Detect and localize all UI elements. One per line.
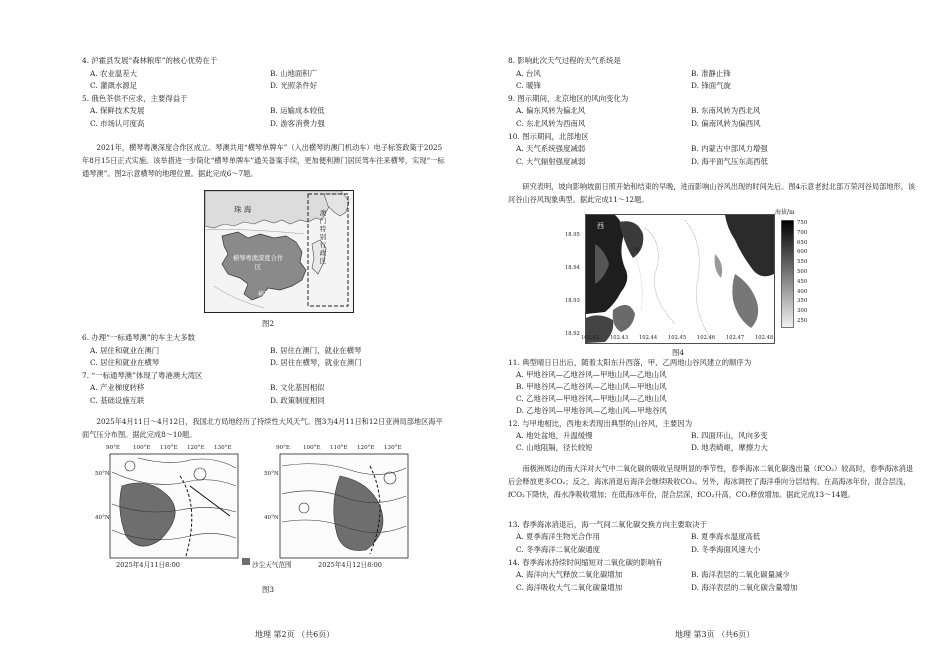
- q11-stem: 11. 典型晴日日出后，随着太阳东升西落，甲、乙两地山谷风建立的顺序为: [508, 358, 752, 367]
- fig2-label-hengqin-island: 横琴岛: [258, 291, 277, 298]
- fig3-lat-tick-right: 40°N: [264, 515, 279, 521]
- q6-option-c[interactable]: C. 居住和就业在横琴: [90, 358, 160, 367]
- fig4-x-tick: 102.42: [581, 335, 600, 341]
- fig3-lat-tick-left: 50°N: [95, 471, 110, 477]
- q10-option-d[interactable]: D. 海平面气压东高西低: [691, 157, 768, 166]
- q4-option-c[interactable]: C. 灌溉水源足: [90, 81, 138, 90]
- q9-stem: 9. 图示期间，北京地区的风向变化为: [508, 94, 629, 103]
- q13-option-a[interactable]: A. 夏季海洋生物光合作用: [516, 532, 600, 541]
- fig4-colorbar-tick: 700: [797, 229, 808, 236]
- fig4-colorbar-tick: 250: [797, 318, 808, 324]
- fig4-y-tick: 18.93: [565, 298, 580, 304]
- q14-stem: 14. 春季海冰持续时间缩短对二氧化碳的影响有: [508, 558, 663, 567]
- q5-stem: 5. 俄色茶供不应求，主要得益于: [82, 94, 188, 103]
- fig2-label-macau: 澳门特别行政区: [319, 210, 327, 265]
- q7-option-d[interactable]: D. 政策制度相同: [270, 396, 325, 405]
- fig3-lon-tick-right: 130°E: [384, 445, 402, 451]
- q8-option-d[interactable]: D. 锋面气旋: [691, 81, 731, 90]
- q4-option-b[interactable]: B. 山地面积广: [270, 69, 318, 78]
- fig4-x-tick: 102.47: [726, 335, 745, 341]
- q11-option-c[interactable]: C. 乙地谷风—甲地谷风—甲地山风—乙地山风: [516, 394, 667, 403]
- fig4-colorbar-tick: 500: [797, 269, 808, 275]
- q5-option-a[interactable]: A. 保鲜技术发展: [90, 106, 145, 115]
- fig4-caption: 图4: [672, 348, 685, 357]
- fig3-lon-tick-left: 90°E: [106, 445, 120, 451]
- fig4-colorbar-tick: 600: [797, 249, 808, 256]
- fig3-caption: 图3: [262, 585, 275, 594]
- q11-option-a[interactable]: A. 甲地谷风—乙地谷风—甲地山风—乙地山风: [516, 370, 667, 379]
- q11-option-b[interactable]: B. 甲地谷风—乙地谷风—乙地山风—甲地山风: [516, 382, 667, 391]
- fig4-colorbar-tick: 450: [797, 278, 808, 285]
- q10-stem: 10. 图示期间，北部地区: [508, 132, 589, 141]
- q12-option-a[interactable]: A. 地处盆地，升温缓慢: [516, 431, 593, 440]
- q5-option-c[interactable]: C. 市场认可度高: [90, 119, 145, 128]
- q4-stem: 4. 沪霍县发展“森林粮库”的核心优势在于: [82, 56, 218, 65]
- q14-option-c[interactable]: C. 海洋吸收大气二氧化碳量增加: [516, 583, 623, 592]
- figure-3-pressure-maps: [90, 446, 450, 570]
- fig4-colorbar-tick: 350: [797, 298, 808, 305]
- fig3-legend-label: 沙尘天气范围: [252, 561, 292, 569]
- q13-option-d[interactable]: D. 冬季海面风速大小: [691, 545, 761, 554]
- fig4-x-tick: 102.43: [610, 335, 629, 341]
- fig4-label-west: 西: [597, 222, 604, 230]
- fig4-colorbar-tick: 750: [797, 220, 808, 226]
- fig4-y-tick: 18.92: [565, 331, 580, 337]
- fig3-date-left: 2025年4月11日8:00: [116, 561, 180, 569]
- q6-option-d[interactable]: D. 居住在横琴，就业在澳门: [270, 358, 362, 367]
- q14-option-b[interactable]: B. 海洋表层的二氧化碳量减少: [691, 570, 790, 579]
- fig3-lon-tick-right: 100°E: [303, 445, 321, 451]
- q6-stem: 6. 办理“一标通琴澳”的车主大多数: [82, 333, 196, 342]
- fig3-lon-tick-left: 130°E: [214, 445, 232, 451]
- q4-option-d[interactable]: D. 光照条件好: [270, 81, 318, 90]
- passage-dust: 2025年4月11日～4月12日，我国北方局地经历了持续性大风天气。图3为4月11日和12日亚洲局部地区海平面气压分布图。据此完成8～10题。: [82, 417, 443, 439]
- fig3-legend-swatch: [242, 558, 250, 565]
- fig4-x-tick: 102.45: [668, 335, 687, 341]
- fig4-colorbar: [781, 220, 795, 328]
- q10-option-a[interactable]: A. 天气系统强度减弱: [516, 144, 586, 153]
- fig3-lon-tick-right: 120°E: [357, 445, 375, 451]
- q14-option-a[interactable]: A. 海洋向大气释放二氧化碳增加: [516, 570, 623, 579]
- fig4-colorbar-tick: 650: [797, 239, 808, 246]
- fig4-y-tick: 18.95: [565, 232, 580, 238]
- fig4-y-tick: 18.94: [565, 265, 580, 271]
- fig4-x-tick: 102.44: [639, 335, 658, 341]
- fig4-colorbar-tick: 550: [797, 259, 808, 266]
- fig3-lon-tick-right: 90°E: [276, 445, 290, 451]
- fig3-date-right: 2025年4月12日8:00: [318, 561, 382, 569]
- q12-stem: 12. 与甲地相比，西地未表现出典型的山谷风，主要因为: [508, 419, 693, 428]
- fig4-x-tick: 102.48: [755, 335, 774, 341]
- q10-option-b[interactable]: B. 内蒙古中部风力增强: [691, 144, 768, 153]
- fig3-lat-tick-left: 40°N: [95, 515, 110, 521]
- fig2-label-zhuhai: 珠 海: [234, 205, 252, 214]
- q6-option-b[interactable]: B. 居住在澳门，就业在横琴: [270, 346, 362, 355]
- right-page: [475, 0, 950, 672]
- q9-option-b[interactable]: B. 东南风转为西北风: [691, 106, 761, 115]
- fig3-lon-tick-left: 120°E: [187, 445, 205, 451]
- fig3-lon-tick-left: 100°E: [133, 445, 151, 451]
- q5-option-d[interactable]: D. 游客消费力强: [270, 119, 325, 128]
- q5-option-b[interactable]: B. 运输成本较低: [270, 106, 325, 115]
- q9-option-a[interactable]: A. 偏东风转为偏北风: [516, 106, 586, 115]
- q7-stem: 7. “一标通琴澳”体现了粤港澳大湾区: [82, 371, 203, 380]
- figure-2-map: [204, 190, 354, 313]
- fig4-label-yi: 乙: [735, 258, 742, 266]
- left-footer: 地理 第2页 （共6页）: [255, 630, 335, 639]
- fig2-caption: 图2: [262, 319, 275, 328]
- q8-stem: 8. 影响此次天气过程的天气系统是: [508, 56, 621, 65]
- q9-option-c[interactable]: C. 东北风转为西南风: [516, 119, 586, 128]
- q11-option-d[interactable]: D. 乙地谷风—甲地谷风—乙地山风—甲地谷风: [516, 406, 667, 415]
- q8-option-a[interactable]: A. 台风: [516, 69, 541, 78]
- q7-option-a[interactable]: A. 产业梯度转移: [90, 383, 145, 392]
- fig3-map-right: [280, 454, 408, 558]
- q9-option-d[interactable]: D. 偏南风转为偏西风: [691, 119, 761, 128]
- q13-stem: 13. 春季海冰消退后，海一气间二氧化碳交换方向主要取决于: [508, 520, 707, 529]
- fig3-map-left: [110, 454, 238, 558]
- fig4-label-jia: 甲: [633, 246, 640, 254]
- fig4-colorbar-tick: 300: [797, 308, 808, 315]
- right-footer: 地理 第3页 （共6页）: [675, 630, 755, 639]
- fig2-label-coop-area: 横琴粤澳深度合作区: [232, 255, 284, 271]
- passage-hengqin: 2021年，横琴粤澳深度合作区成立。琴澳共用“横琴单牌车”（入出横琴的澳门机动车）电子标签政策于2025年8月15日正式实施。该举措进一步简化“横琴单牌车”通关备案手续，更加便利澳门居民驾车往来横琴，实现“一标通琴澳”。图2示意横琴的地理位置。据此完成6～7题。: [82, 143, 445, 178]
- q13-option-c[interactable]: C. 冬季海洋二氧化碳通度: [516, 545, 600, 554]
- q13-option-b[interactable]: B. 夏季海水温度高低: [691, 532, 761, 541]
- fig4-x-tick: 102.46: [697, 335, 716, 341]
- q7-option-b[interactable]: B. 文化基因相似: [270, 383, 325, 392]
- q10-option-c[interactable]: C. 大气辐射强度减弱: [516, 157, 586, 166]
- q12-option-d[interactable]: D. 地表崎岖，摩擦力大: [691, 443, 768, 452]
- fig3-lat-tick-right: 50°N: [264, 471, 279, 477]
- q7-option-c[interactable]: C. 基础设施互联: [90, 396, 145, 405]
- q6-option-a[interactable]: A. 居住和就业在澳门: [90, 346, 160, 355]
- q8-option-b[interactable]: B. 准静止锋: [691, 69, 731, 78]
- passage-ocean: 南极洲周边的南大洋对大气中二氧化碳的吸收呈现明显的季节性，春季海冰二氧化碳逸出量（fCO₂）较高时，春季海冰消退后会释放更多CO₂；反之，海冰消退后海洋会继续吸收CO₂。另外，海冰调控了海洋垂向分层结构。在高海冰年份，混合层浅，fCO₂下降快，海水净吸收增加；在低海冰年份，混合层深，fCO₂升高，CO₂释放增加。据此完成13～14题。: [508, 464, 914, 499]
- fig3-lon-tick-left: 110°E: [160, 445, 178, 451]
- figure-4-terrain: [585, 214, 775, 344]
- fig4-colorbar-tick: 400: [797, 288, 808, 295]
- q12-option-b[interactable]: B. 四面环山，风向多变: [691, 431, 768, 440]
- fig3-lon-tick-right: 110°E: [330, 445, 348, 451]
- passage-valley: 研究表明，坡向影响坡面日照开始和结束的早晚，进而影响山谷风出现的时间先后。图4示意老挝北部万荣河谷局部地形，该河谷山谷风现象典型。据此完成11～12题。: [508, 182, 916, 204]
- fig4-colorbar-title: 海拔/m: [775, 209, 795, 216]
- q4-option-a[interactable]: A. 农业温差大: [90, 69, 137, 78]
- q8-option-c[interactable]: C. 暖锋: [516, 81, 541, 90]
- q14-option-d[interactable]: D. 海洋表层的二氧化碳含量增加: [691, 583, 798, 592]
- q12-option-c[interactable]: C. 山地阻隔，径长较短: [516, 443, 593, 452]
